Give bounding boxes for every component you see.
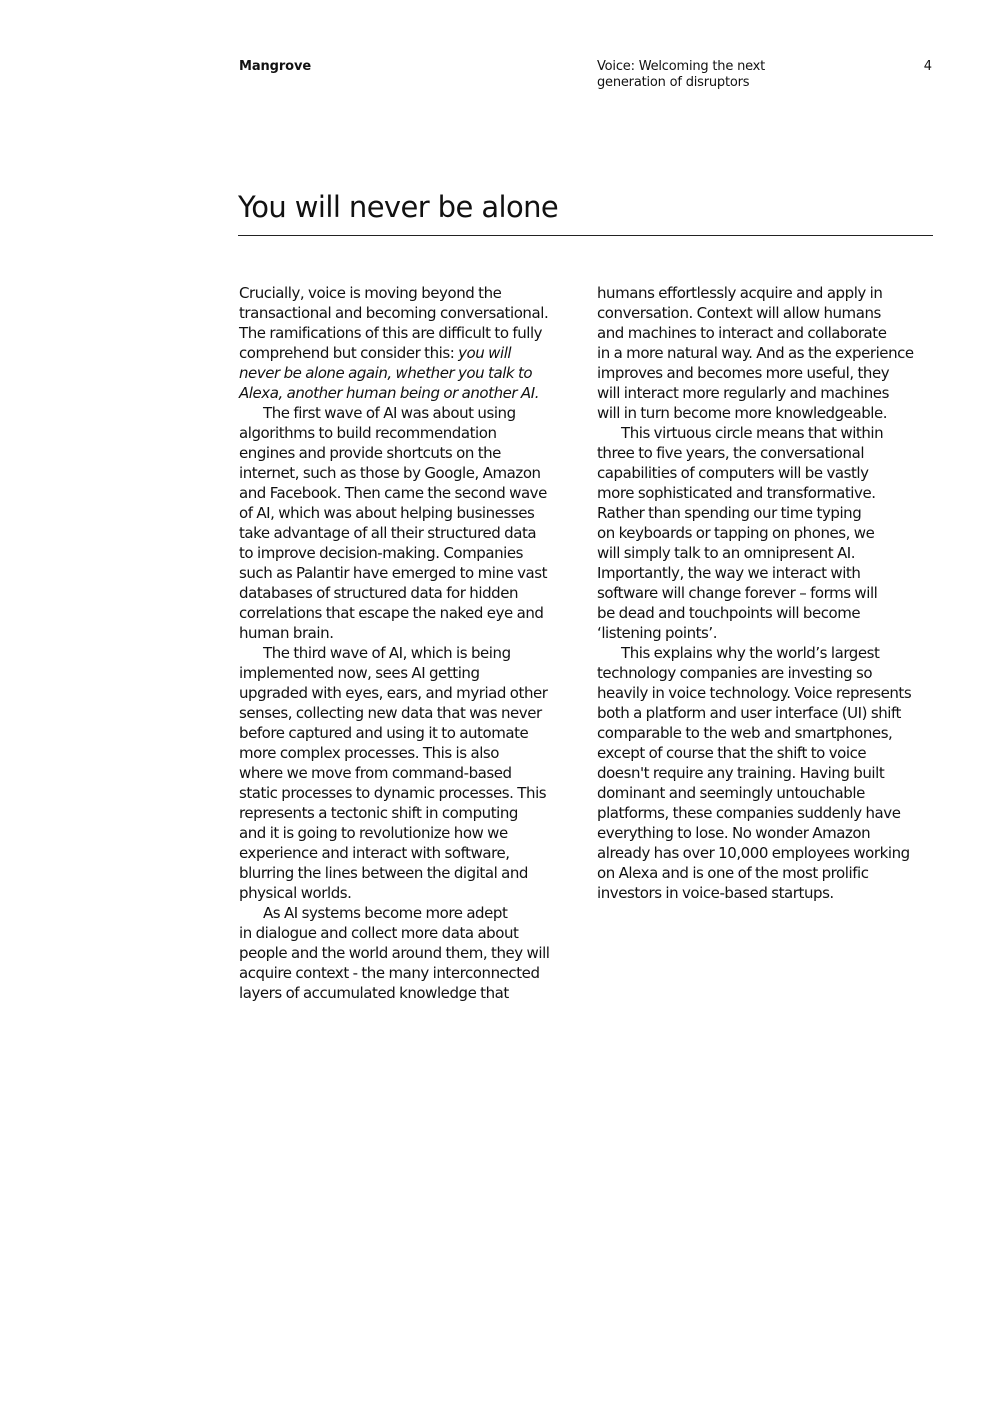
text-run: The third wave of AI, which is being (263, 644, 511, 662)
text-run: comprehend but consider this: (239, 344, 459, 362)
body-text-line (597, 443, 937, 463)
text-run: Importantly, the way we interact with (597, 564, 861, 582)
body-text-line (597, 763, 937, 783)
text-run: improves and becomes more useful, they (597, 364, 890, 382)
text-run: in a more natural way. And as the experience (597, 344, 914, 362)
body-text-line (239, 683, 579, 703)
text-run: heavily in voice technology. Voice represents (597, 684, 912, 702)
text-run: As AI systems become more adept (263, 904, 508, 922)
body-text-line (239, 883, 579, 903)
text-run: correlations that escape the naked eye and (239, 604, 544, 622)
body-text-line (239, 563, 579, 583)
section-title: You will never be alone (238, 190, 559, 224)
body-text-line (239, 703, 579, 723)
text-run: in dialogue and collect more data about (239, 924, 519, 942)
body-text-line (597, 643, 937, 663)
italic-text-run: you will (458, 344, 512, 362)
body-text-line (597, 843, 937, 863)
body-text-line (239, 403, 579, 423)
body-text-line (239, 723, 579, 743)
text-run: Rather than spending our time typing (597, 504, 862, 522)
text-run: This virtuous circle means that within (621, 424, 884, 442)
body-text-line (597, 283, 937, 303)
body-text-line (239, 603, 579, 623)
text-run: engines and provide shortcuts on the (239, 444, 501, 462)
text-run: software will change forever – forms will (597, 584, 878, 602)
text-run: and it is going to revolutionize how we (239, 824, 508, 842)
body-text-line (239, 803, 579, 823)
body-text-line (239, 903, 579, 923)
text-run: doesn't require any training. Having built (597, 764, 885, 782)
body-text-line (239, 823, 579, 843)
text-run: capabilities of computers will be vastly (597, 464, 869, 482)
text-run: Crucially, voice is moving beyond the (239, 284, 502, 302)
body-text-line (239, 863, 579, 883)
text-run: The first wave of AI was about using (263, 404, 516, 422)
body-text-line (597, 603, 937, 623)
text-run: The ramifications of this are difficult to fully (239, 324, 543, 342)
body-text-line (597, 343, 937, 363)
text-run: will simply talk to an omnipresent AI. (597, 544, 856, 562)
body-text-line (597, 523, 937, 543)
text-run: three to five years, the conversational (597, 444, 865, 462)
text-run: This explains why the world’s largest (621, 644, 880, 662)
text-run: experience and interact with software, (239, 844, 510, 862)
body-text-line (239, 663, 579, 683)
text-run: already has over 10,000 employees working (597, 844, 910, 862)
text-run: implemented now, sees AI getting (239, 664, 480, 682)
body-text-line (597, 703, 937, 723)
text-run: and Facebook. Then came the second wave (239, 484, 547, 502)
text-run: internet, such as those by Google, Amazon (239, 464, 541, 482)
body-text-line (239, 383, 579, 403)
running-header-subtitle (597, 59, 787, 91)
text-run: upgraded with eyes, ears, and myriad other (239, 684, 548, 702)
text-run: more sophisticated and transformative. (597, 484, 876, 502)
body-text-line (597, 543, 937, 563)
body-text-line (239, 323, 579, 343)
body-text-line (597, 823, 937, 843)
body-text-line (597, 403, 937, 423)
body-text-line (239, 483, 579, 503)
body-text-line (597, 483, 937, 503)
body-text-line (239, 963, 579, 983)
text-run: acquire context - the many interconnected (239, 964, 540, 982)
text-run: dominant and seemingly untouchable (597, 784, 865, 802)
body-text-line (597, 783, 937, 803)
body-text-line (239, 543, 579, 563)
body-text-line (239, 643, 579, 663)
text-run: will in turn become more knowledgeable. (597, 404, 888, 422)
body-text-line (597, 683, 937, 703)
text-run: where we move from command-based (239, 764, 512, 782)
text-run: on keyboards or tapping on phones, we (597, 524, 875, 542)
text-run: algorithms to build recommendation (239, 424, 497, 442)
text-run: physical worlds. (239, 884, 352, 902)
text-run: before captured and using it to automate (239, 724, 529, 742)
body-text-line (239, 583, 579, 603)
body-text-line (597, 323, 937, 343)
text-run: humans effortlessly acquire and apply in (597, 284, 883, 302)
body-text-line (597, 563, 937, 583)
body-text-line (597, 383, 937, 403)
body-text-line (597, 503, 937, 523)
body-text-line (239, 943, 579, 963)
text-run: technology companies are investing so (597, 664, 873, 682)
text-run: represents a tectonic shift in computing (239, 804, 518, 822)
body-text-line (239, 283, 579, 303)
body-text-line (597, 743, 937, 763)
body-text-line (239, 523, 579, 543)
text-run: ‘listening points’. (597, 624, 718, 642)
body-text-line (239, 743, 579, 763)
text-run: layers of accumulated knowledge that (239, 984, 509, 1002)
body-text-line (597, 883, 937, 903)
body-text-line (239, 443, 579, 463)
text-run: such as Palantir have emerged to mine vast (239, 564, 548, 582)
subtitle-line: Voice: Welcoming the next (597, 59, 766, 74)
text-run: senses, collecting new data that was never (239, 704, 542, 722)
body-text-line (597, 723, 937, 743)
body-text-line (239, 763, 579, 783)
body-text-line (597, 663, 937, 683)
text-run: and machines to interact and collaborate (597, 324, 887, 342)
text-run: on Alexa and is one of the most prolific (597, 864, 869, 882)
body-text-line (239, 343, 579, 363)
running-header-brand: Mangrove (239, 59, 312, 74)
body-text-line (597, 863, 937, 883)
text-run: conversation. Context will allow humans (597, 304, 881, 322)
italic-text-run: Alexa, another human being or another AI. (239, 384, 540, 402)
subtitle-line: generation of disruptors (597, 75, 750, 90)
text-run: investors in voice-based startups. (597, 884, 834, 902)
body-text-line (239, 623, 579, 643)
text-run: be dead and touchpoints will become (597, 604, 861, 622)
text-run: except of course that the shift to voice (597, 744, 867, 762)
text-run: human brain. (239, 624, 334, 642)
text-run: everything to lose. No wonder Amazon (597, 824, 871, 842)
text-run: comparable to the web and smartphones, (597, 724, 893, 742)
body-column-left (239, 283, 579, 1003)
body-text-line (239, 423, 579, 443)
text-run: both a platform and user interface (UI) shift (597, 704, 901, 722)
body-text-line (597, 363, 937, 383)
body-text-line (597, 803, 937, 823)
body-text-line (239, 463, 579, 483)
body-text-line (597, 583, 937, 603)
text-run: static processes to dynamic processes. This (239, 784, 547, 802)
page-number: 4 (923, 59, 932, 74)
body-text-line (239, 783, 579, 803)
body-text-line (239, 843, 579, 863)
text-run: blurring the lines between the digital and (239, 864, 528, 882)
italic-text-run: never be alone again, whether you talk to (239, 364, 533, 382)
body-text-line (239, 303, 579, 323)
body-text-line (597, 623, 937, 643)
body-column-right (597, 283, 937, 903)
text-run: platforms, these companies suddenly have (597, 804, 901, 822)
body-text-line (239, 363, 579, 383)
text-run: more complex processes. This is also (239, 744, 500, 762)
body-text-line (239, 923, 579, 943)
text-run: to improve decision-making. Companies (239, 544, 524, 562)
text-run: take advantage of all their structured data (239, 524, 537, 542)
body-text-line (597, 423, 937, 443)
title-divider (238, 235, 933, 236)
text-run: will interact more regularly and machines (597, 384, 889, 402)
text-run: databases of structured data for hidden (239, 584, 519, 602)
text-run: transactional and becoming conversational. (239, 304, 549, 322)
body-text-line (597, 303, 937, 323)
body-text-line (239, 503, 579, 523)
text-run: of AI, which was about helping businesses (239, 504, 535, 522)
body-text-line (239, 983, 579, 1003)
body-text-line (597, 463, 937, 483)
text-run: people and the world around them, they will (239, 944, 550, 962)
